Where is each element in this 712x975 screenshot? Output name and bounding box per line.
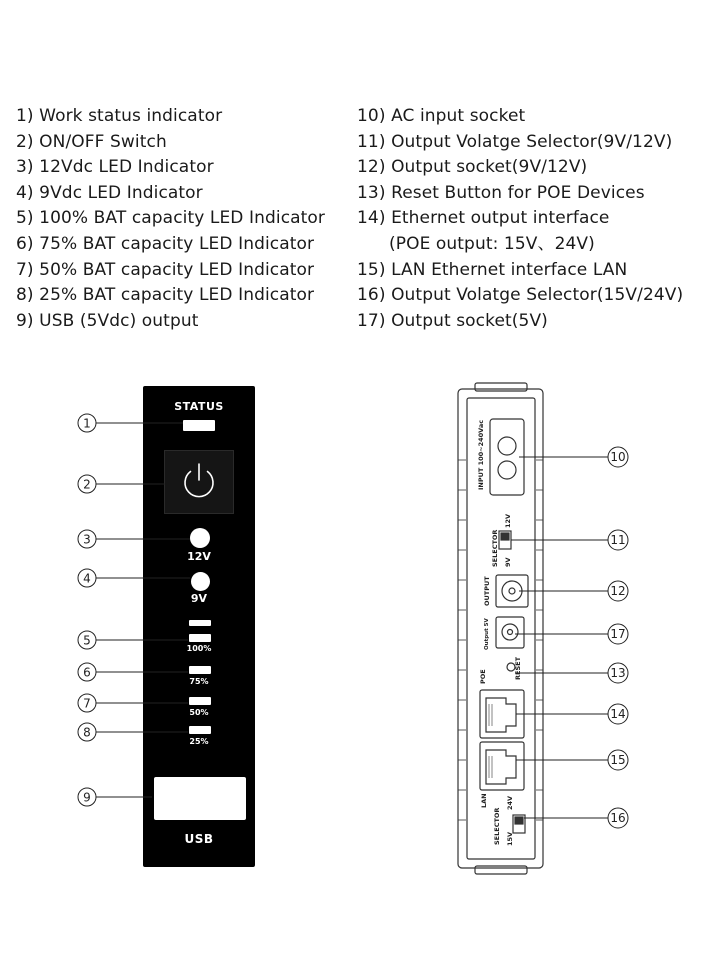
legend-item-14-note: (POE output: 15V、24V) xyxy=(389,233,595,254)
callout-5: 5 xyxy=(83,633,91,648)
sel-12v-label: 12V xyxy=(504,513,512,528)
callout-7: 7 xyxy=(83,696,91,711)
legend-item-7: 7) 50% BAT capacity LED Indicator xyxy=(16,259,315,280)
callout-8: 8 xyxy=(83,725,91,740)
legend-item-17: 17) Output socket(5V) xyxy=(357,310,548,331)
legend-item-4: 4) 9Vdc LED Indicator xyxy=(16,182,203,203)
callout-1: 1 xyxy=(83,416,91,431)
legend-item-9: 9) USB (5Vdc) output xyxy=(16,310,199,331)
callout-2: 2 xyxy=(83,477,91,492)
legend-item-6: 6) 75% BAT capacity LED Indicator xyxy=(16,233,315,254)
legend-item-16: 16) Output Volatge Selector(15V/24V) xyxy=(357,285,684,306)
bat-100-label: 100% xyxy=(186,644,212,653)
sel-24v-label: 24V xyxy=(506,795,514,810)
sel-9v-label: 9V xyxy=(504,557,512,567)
bat-75-label: 75% xyxy=(189,677,209,686)
output-5v-label: Output 5V xyxy=(484,618,490,650)
callout-14: 14 xyxy=(610,707,626,721)
legend-item-12: 12) Output socket(9V/12V) xyxy=(357,157,588,178)
input-label: INPUT 100~240Vac xyxy=(477,419,485,490)
ac-inlet xyxy=(490,419,524,495)
legend-item-5: 5) 100% BAT capacity LED Indicator xyxy=(16,208,326,229)
callout-10: 10 xyxy=(610,450,626,464)
callout-9: 9 xyxy=(83,790,91,805)
output-label: OUTPUT xyxy=(483,576,491,606)
front-callouts xyxy=(78,414,190,806)
lan-label: LAN xyxy=(480,793,488,808)
callout-3: 3 xyxy=(83,532,91,547)
callout-6: 6 xyxy=(83,665,91,680)
callout-16: 16 xyxy=(610,811,626,825)
legend-item-1: 1) Work status indicator xyxy=(16,106,223,126)
legend-item-13: 13) Reset Button for POE Devices xyxy=(357,182,645,203)
led-9v-label: 9V xyxy=(190,592,208,605)
callout-17: 17 xyxy=(610,627,626,641)
led-12v-label: 12V xyxy=(187,550,211,563)
callout-11: 11 xyxy=(610,533,626,547)
sel-15v-label: 15V xyxy=(506,831,514,846)
callout-4: 4 xyxy=(83,571,91,586)
reset-label: RESET xyxy=(514,656,522,680)
bat-50-label: 50% xyxy=(189,708,209,717)
bat-25-label: 25% xyxy=(189,737,209,746)
callout-13: 13 xyxy=(610,666,626,680)
legend-item-14: 14) Ethernet output interface xyxy=(357,208,610,229)
poe-label: POE xyxy=(479,669,487,684)
selector2-label: SELECTOR xyxy=(493,807,501,845)
selector-label: SELECTOR xyxy=(491,529,499,567)
status-label: STATUS xyxy=(174,400,224,413)
callout-15: 15 xyxy=(610,753,626,767)
callout-12: 12 xyxy=(610,584,626,598)
legend-item-2: 2) ON/OFF Switch xyxy=(16,131,167,152)
usb-label: USB xyxy=(184,832,214,846)
legend-item-11: 11) Output Volatge Selector(9V/12V) xyxy=(357,131,673,152)
legend-item-10: 10) AC input socket xyxy=(357,106,526,126)
legend-item-15: 15) LAN Ethernet interface LAN xyxy=(357,259,628,280)
legend-item-3: 3) 12Vdc LED Indicator xyxy=(16,157,214,178)
legend-item-8: 8) 25% BAT capacity LED Indicator xyxy=(16,285,315,306)
